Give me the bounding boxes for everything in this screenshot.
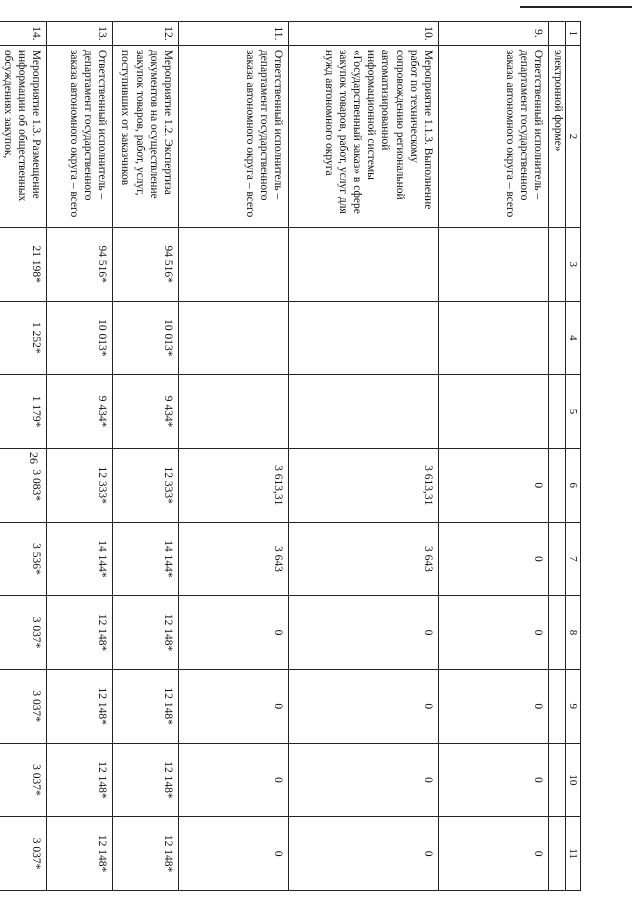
value-cell-c6: 3 613,31 <box>179 448 289 522</box>
row-number: 13. <box>47 22 113 46</box>
header-cell: 11 <box>566 817 581 891</box>
header-cell: 3 <box>566 227 581 301</box>
value-cell-c10: 3 037* <box>0 743 47 817</box>
value-cell-c6: 12 333* <box>47 448 113 522</box>
table-row <box>179 22 289 891</box>
row-description: Ответственный исполнитель – департамент государственного заказа автономного округа – всего <box>439 45 549 227</box>
value-cell-c11: 0 <box>289 817 439 891</box>
value-cell-c3 <box>439 227 549 301</box>
value-cell-c4: 10 013* <box>47 301 113 375</box>
table-row <box>0 22 47 891</box>
value-cell-c8: 3 037* <box>0 596 47 670</box>
value-cell-c5 <box>289 375 439 449</box>
value-cell-c9: 3 037* <box>0 669 47 743</box>
header-cell: 4 <box>566 301 581 375</box>
value-cell-c8: 12 148* <box>47 596 113 670</box>
header-cell: 10 <box>566 743 581 817</box>
value-cell-c11: 0 <box>179 817 289 891</box>
value-cell-c8: 0 <box>179 596 289 670</box>
row-description: Мероприятие 1.3. Размещение информации об общественных обсуждениях закупок, <box>0 45 47 227</box>
value-cell-c5 <box>179 375 289 449</box>
value-cell-c5: 1 179* <box>0 375 47 449</box>
value-cell-c4: 10 013* <box>113 301 179 375</box>
value-cell-c11: 12 148* <box>47 817 113 891</box>
header-cell: 7 <box>566 522 581 596</box>
value-cell-c4: 1 252* <box>0 301 47 375</box>
value-cell-c5: 9 434* <box>113 375 179 449</box>
value-cell-c8: 0 <box>439 596 549 670</box>
header-cell: 5 <box>566 375 581 449</box>
value-cell-c10: 0 <box>289 743 439 817</box>
value-cell-c11: 0 <box>439 817 549 891</box>
value-cell-c11: 3 037* <box>0 817 47 891</box>
value-cell-c3: 94 516* <box>47 227 113 301</box>
value-cell-c10: 12 148* <box>113 743 179 817</box>
value-cell-c7: 3 536* <box>0 522 47 596</box>
value-cell-c10: 0 <box>179 743 289 817</box>
value-cell-c6: 3 613,31 <box>289 448 439 522</box>
table-row <box>47 22 113 891</box>
row-number: 9. <box>439 22 549 46</box>
continuation-row <box>549 22 566 891</box>
value-cell-c5 <box>439 375 549 449</box>
header-cell: 1 <box>566 22 581 46</box>
table-row <box>289 22 439 891</box>
row-number: 10. <box>289 22 439 46</box>
top-rule <box>520 6 632 8</box>
value-cell-c10: 0 <box>439 743 549 817</box>
value-cell-c9: 0 <box>439 669 549 743</box>
value-cell-c11: 12 148* <box>113 817 179 891</box>
value-cell-c5: 9 434* <box>47 375 113 449</box>
row-number: 12. <box>113 22 179 46</box>
row-description: Ответственный исполнитель – департамент государственного заказа автономного округа – всего <box>47 45 113 227</box>
table-row <box>439 22 549 891</box>
header-cell: 2 <box>566 45 581 227</box>
value-cell-c6: 12 333* <box>113 448 179 522</box>
value-cell-c9: 12 148* <box>47 669 113 743</box>
value-cell-c10: 12 148* <box>47 743 113 817</box>
value-cell-c7: 3 643 <box>179 522 289 596</box>
value-cell-c3 <box>289 227 439 301</box>
value-cell-c3: 21 198* <box>0 227 47 301</box>
row-description: Ответственный исполнитель – департамент государственного заказа автономного округа – всего <box>179 45 289 227</box>
value-cell-c7: 0 <box>439 522 549 596</box>
value-cell-c8: 0 <box>289 596 439 670</box>
header-cell: 9 <box>566 669 581 743</box>
value-cell-c6: 3 083* <box>0 448 47 522</box>
value-cell-c4 <box>289 301 439 375</box>
row-number: 14. <box>0 22 47 46</box>
row-number: 11. <box>179 22 289 46</box>
value-cell-c7: 14 144* <box>113 522 179 596</box>
value-cell-c9: 0 <box>289 669 439 743</box>
value-cell-c9: 0 <box>179 669 289 743</box>
header-row <box>566 22 581 891</box>
page-number: 26 <box>27 452 41 464</box>
budget-table <box>0 21 581 891</box>
table-row <box>113 22 179 891</box>
row-description: Мероприятие 1.1.3. Выполнение работ по техническому сопровождению региональной автоматизированной информационной системы «Государственный заказ» в сфере закупок товаров, работ, услуг для нужд автономного округа <box>289 45 439 227</box>
row-description: Мероприятие 1.2. Экспертиза документов на осуществление закупок товаров, работ, услуг, поступивших от заказчиков <box>113 45 179 227</box>
value-cell-c8: 12 148* <box>113 596 179 670</box>
value-cell-c7: 3 643 <box>289 522 439 596</box>
continuation-num <box>549 22 566 46</box>
continuation-text: электронной форме» <box>549 45 566 227</box>
value-cell-c9: 12 148* <box>113 669 179 743</box>
header-cell: 8 <box>566 596 581 670</box>
value-cell-c4 <box>179 301 289 375</box>
value-cell-c3 <box>179 227 289 301</box>
header-cell: 6 <box>566 448 581 522</box>
value-cell-c6: 0 <box>439 448 549 522</box>
value-cell-c3: 94 516* <box>113 227 179 301</box>
value-cell-c7: 14 144* <box>47 522 113 596</box>
value-cell-c4 <box>439 301 549 375</box>
